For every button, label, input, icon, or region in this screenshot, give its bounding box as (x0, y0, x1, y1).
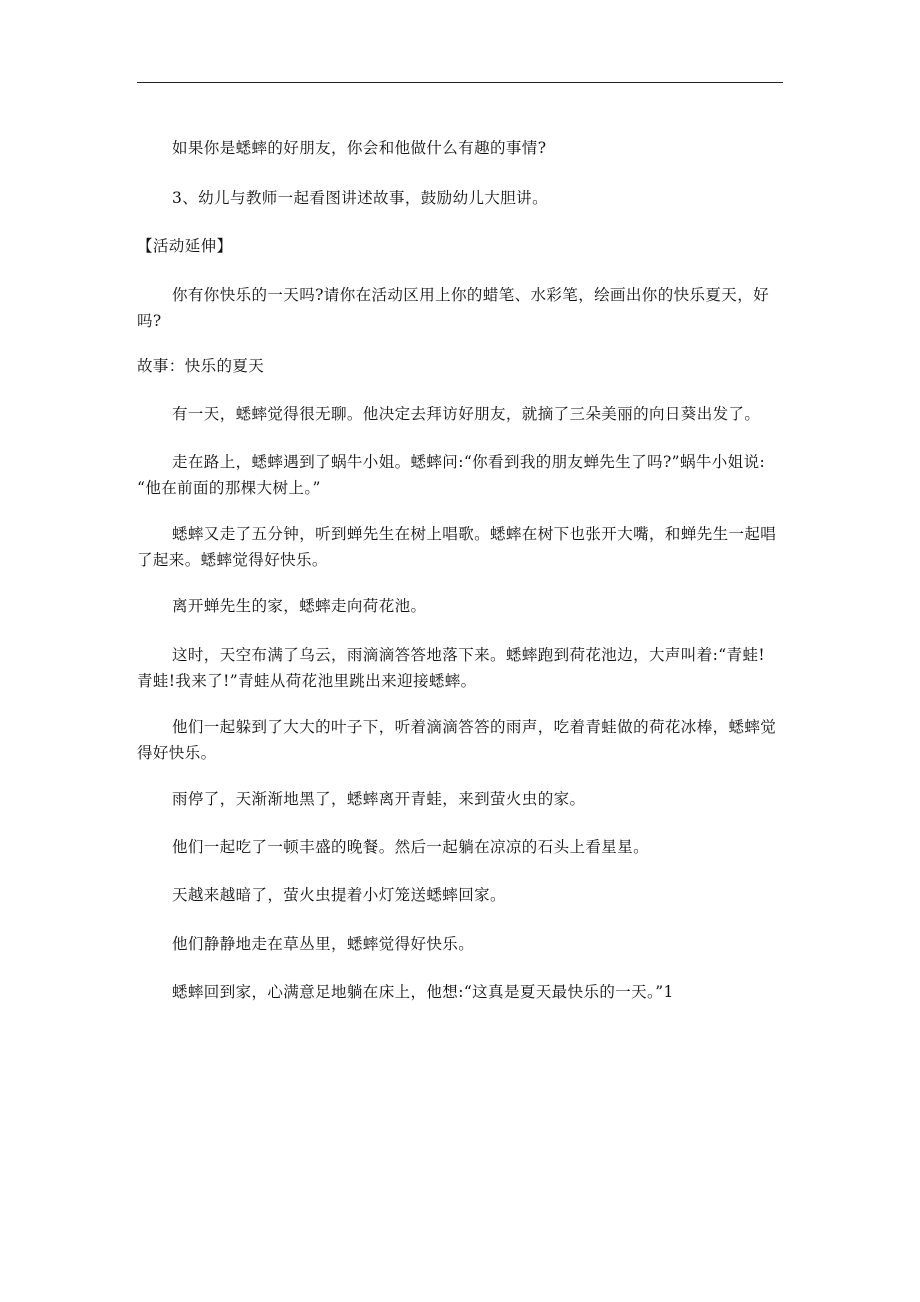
heading-line: 故事：快乐的夏天 (137, 357, 265, 375)
paragraph-line: 青蛙!我来了!”青蛙从荷花池里跳出来迎接蟋蟀。 (137, 672, 477, 690)
story-paragraph-8 (137, 834, 787, 860)
paragraph-line: 3、幼儿与教师一起看图讲述故事，鼓励幼儿大胆讲。 (172, 189, 548, 207)
paragraph-line: 雨停了，天渐渐地黑了，蟋蟀离开青蛙，来到萤火虫的家。 (172, 790, 586, 808)
story-paragraph-9 (137, 882, 787, 908)
paragraph-line: 了起来。蟋蟀觉得好快乐。 (137, 551, 328, 569)
paragraph-line: 你有你快乐的一天吗?请你在活动区用上你的蜡笔、水彩笔，绘画出你的快乐夏天，好 (172, 286, 770, 304)
story-paragraph-3 (137, 521, 787, 573)
paragraph-question (137, 135, 787, 161)
story-paragraph-7 (137, 786, 787, 812)
paragraph-line: “他在前面的那棵大树上。” (137, 479, 321, 497)
paragraph-line: 他们静静地走在草丛里，蟋蟀觉得好快乐。 (172, 935, 475, 953)
paragraph-line: 蟋蟀又走了五分钟，听到蝉先生在树上唱歌。蟋蟀在树下也张开大嘴，和蝉先生一起唱 (172, 525, 777, 543)
story-paragraph-4 (137, 593, 787, 619)
paragraph-line: 得好快乐。 (137, 744, 217, 762)
paragraph-line: 天越来越暗了，萤火虫提着小灯笼送蟋蟀回家。 (172, 886, 506, 904)
story-paragraph-11 (137, 979, 787, 1005)
paragraph-line: 离开蝉先生的家，蟋蟀走向荷花池。 (172, 597, 427, 615)
paragraph-line: 他们一起躲到了大大的叶子下，听着滴滴答答的雨声，吃着青蛙做的荷花冰棒，蟋蟀觉 (172, 718, 777, 736)
story-title (137, 353, 787, 379)
story-paragraph-2 (137, 449, 787, 501)
section-heading-extension (137, 233, 787, 259)
story-paragraph-6 (137, 714, 787, 766)
paragraph-line: 有一天，蟋蟀觉得很无聊。他决定去拜访好朋友，就摘了三朵美丽的向日葵出发了。 (172, 405, 761, 423)
heading-line: 【活动延伸】 (137, 237, 233, 255)
story-paragraph-1 (137, 401, 787, 427)
story-paragraph-10 (137, 931, 787, 957)
paragraph-step-3 (137, 185, 787, 211)
paragraph-line: 吗? (137, 312, 162, 330)
paragraph-line: 走在路上，蟋蟀遇到了蜗牛小姐。蟋蟀问:“你看到我的朋友蝉先生了吗?”蜗牛小姐说: (172, 453, 766, 471)
paragraph-line: 蟋蟀回到家，心满意足地躺在床上，他想:“这真是夏天最快乐的一天。”1 (172, 983, 674, 1001)
paragraph-line: 他们一起吃了一顿丰盛的晚餐。然后一起躺在凉凉的石头上看星星。 (172, 838, 650, 856)
header-rule (137, 82, 783, 83)
paragraph-line: 如果你是蟋蟀的好朋友，你会和他做什么有趣的事情? (172, 139, 547, 157)
paragraph-extension (137, 282, 787, 334)
story-paragraph-5 (137, 642, 787, 694)
paragraph-line: 这时，天空布满了乌云，雨滴滴答答地落下来。蟋蟀跑到荷花池边，大声叫着:“青蛙! (172, 646, 765, 664)
